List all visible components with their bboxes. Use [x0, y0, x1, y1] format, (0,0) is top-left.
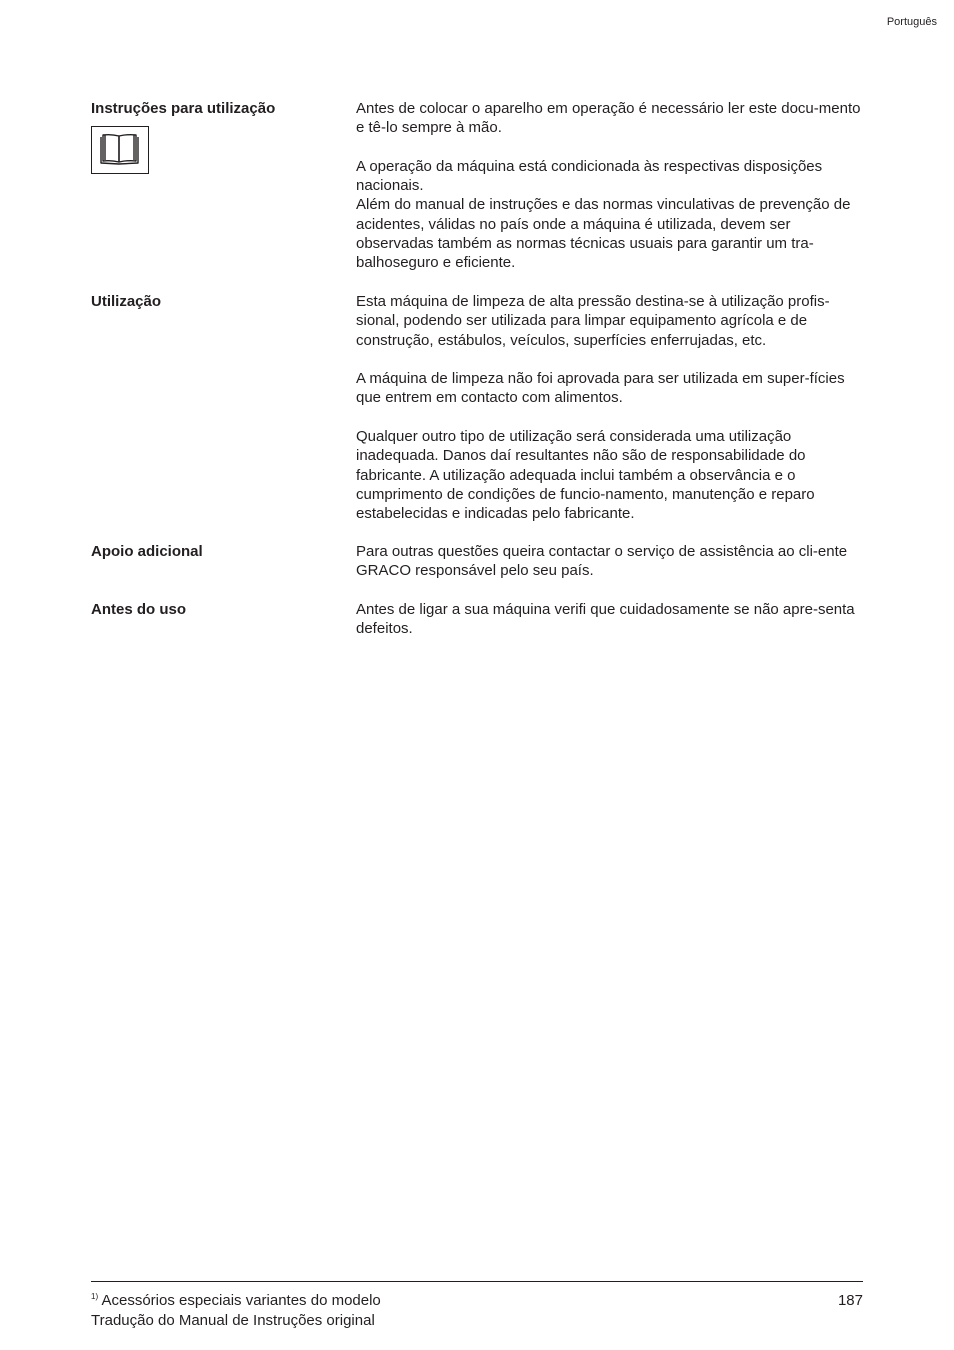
footer-divider [91, 1281, 863, 1282]
footer [91, 1291, 863, 1331]
section-label: Utilização [91, 293, 162, 310]
section-body [356, 99, 863, 292]
footer-subtitle: Tradução do Manual de Instruções original [91, 1312, 375, 1329]
section-label: Instruções para utilização [91, 100, 276, 117]
paragraph: A máquina de limpeza não foi aprovada para ser utilizada em super-fícies que entrem em contacto com alimentos. [356, 370, 845, 407]
section-label: Antes do uso [91, 601, 187, 618]
footnote-marker: 1) [91, 1292, 99, 1301]
paragraph: Para outras questões queira contactar o serviço de assistência ao cli-ente GRACO responsável pelo seu país. [356, 543, 848, 580]
paragraph: Qualquer outro tipo de utilização será considerada uma utilização inadequada. Danos daí resultantes não são de responsabilidade do fabricante. A utilização adequada inclui também a observância e o cumprimento de condições de funcio-namento, manutenção e reparo estabelecidas e indicadas pelo fabricante. [356, 428, 815, 523]
page-number: 187 [837, 1292, 863, 1309]
section-body [356, 600, 863, 658]
footnote [91, 1291, 863, 1311]
paragraph: Antes de ligar a sua máquina verifi que cuidadosamente se não apre-senta defeitos. [356, 601, 855, 638]
open-book-icon [91, 126, 149, 174]
section-body [356, 292, 863, 543]
paragraph: Esta máquina de limpeza de alta pressão destina-se à utilização profis-sional, podendo ser utilizada para limpar equipamento agrícola e de construção, estábulos, veículos, superfícies enferrujadas, etc. [356, 293, 830, 349]
paragraph: Além do manual de instruções e das normas vinculativas de prevenção de acidentes, válidas no país onde a máquina é utilizada, devem ser observadas também as normas técnicas usuais para garantir um tra-balhoseguro e eficiente. [356, 196, 851, 272]
paragraph: Antes de colocar o aparelho em operação é necessário ler este docu-mento e tê-lo sempre à mão. [356, 100, 861, 137]
language-label: Português [886, 16, 937, 28]
section-body [356, 542, 863, 600]
section-label: Apoio adicional [91, 543, 203, 560]
footnote-text: Acessórios especiais variantes do modelo [101, 1292, 381, 1309]
paragraph: A operação da máquina está condicionada às respectivas disposições nacionais. [356, 157, 823, 195]
